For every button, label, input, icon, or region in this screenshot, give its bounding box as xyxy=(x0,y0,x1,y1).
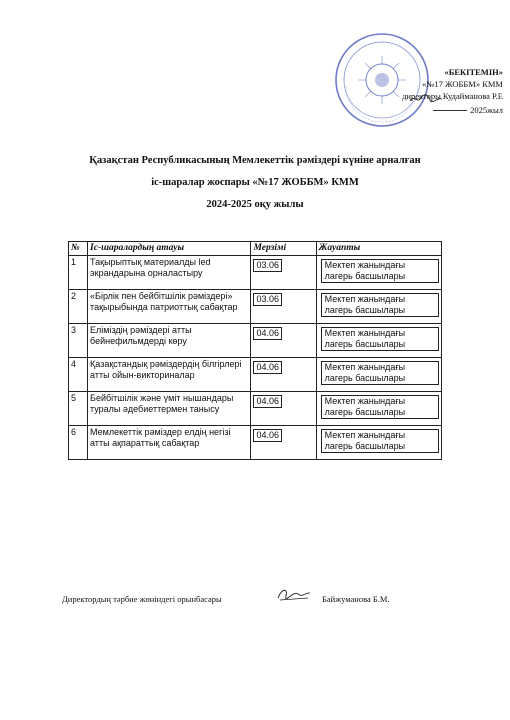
row-date-cell xyxy=(251,426,316,460)
row-date: 04.06 xyxy=(253,327,282,340)
title-line-3: 2024-2025 оқу жылы xyxy=(206,199,304,210)
approval-block xyxy=(388,66,503,116)
row-number: 5 xyxy=(69,392,88,426)
row-date-cell xyxy=(251,358,316,392)
row-responsible: Мектеп жанындағы лагерь басшылары xyxy=(321,395,439,419)
title-line-2: іс-шаралар жоспары «№17 ЖОББМ» КММ xyxy=(151,177,359,188)
row-date-cell xyxy=(251,290,316,324)
deputy-signature xyxy=(274,584,314,604)
table-row xyxy=(69,358,442,392)
row-date: 04.06 xyxy=(253,395,282,408)
row-event-name: Мемлекеттік рәміздер елдің негізі атты ақпараттық сабақтар xyxy=(88,426,251,460)
row-responsible-cell xyxy=(316,324,441,358)
row-date-cell xyxy=(251,392,316,426)
date-blank-line xyxy=(433,110,467,111)
row-responsible-cell xyxy=(316,426,441,460)
row-event-name: Бейбітшілік және үміт нышандары туралы әдебиеттермен танысу xyxy=(88,392,251,426)
table-row xyxy=(69,290,442,324)
approval-org: «№17 ЖОББМ» КММ xyxy=(421,79,503,89)
row-date: 03.06 xyxy=(253,259,282,272)
header-responsible: Жауапты xyxy=(316,242,441,256)
row-responsible: Мектеп жанындағы лагерь басшылары xyxy=(321,259,439,283)
approval-title: «БЕКІТЕМІН» xyxy=(444,67,503,77)
row-event-name: «Бірлік пен бейбітшілік рәміздері» тақырыбында патриоттық сабақтар xyxy=(88,290,251,324)
row-responsible-cell xyxy=(316,392,441,426)
header-date: Мерзімі xyxy=(251,242,316,256)
row-date-cell xyxy=(251,256,316,290)
row-responsible-cell xyxy=(316,358,441,392)
row-event-name: Қазақстандық рәміздердің білгірлері атты ойын-викториналар xyxy=(88,358,251,392)
table-row xyxy=(69,426,442,460)
approval-date-row xyxy=(388,104,503,116)
table-row xyxy=(69,324,442,358)
row-date-cell xyxy=(251,324,316,358)
row-responsible: Мектеп жанындағы лагерь басшылары xyxy=(321,327,439,351)
row-responsible: Мектеп жанындағы лагерь басшылары xyxy=(321,293,439,317)
row-number: 2 xyxy=(69,290,88,324)
header-event-name: Іс-шаралардың атауы xyxy=(88,242,251,256)
row-responsible: Мектеп жанындағы лагерь басшылары xyxy=(321,429,439,453)
row-date: 04.06 xyxy=(253,429,282,442)
table-row xyxy=(69,392,442,426)
header-number: № xyxy=(69,242,88,256)
director-signature xyxy=(408,92,444,106)
approval-director: директоры Кудайманова Р.Е xyxy=(402,91,503,101)
title-line-1: Қазақстан Республикасының Мемлекеттік рәміздері күніне арналған xyxy=(89,155,421,166)
table-row xyxy=(69,256,442,290)
row-number: 4 xyxy=(69,358,88,392)
row-event-name: Тақырыптық материалды led экрандарына орналастыру xyxy=(88,256,251,290)
row-responsible-cell xyxy=(316,256,441,290)
approval-year: 2025жыл xyxy=(470,105,503,115)
row-date: 04.06 xyxy=(253,361,282,374)
row-date: 03.06 xyxy=(253,293,282,306)
events-plan-table xyxy=(68,241,442,460)
deputy-name: Байжуманова Б.М. xyxy=(322,594,390,604)
row-responsible-cell xyxy=(316,290,441,324)
document-title xyxy=(40,150,470,216)
table-header-row xyxy=(69,242,442,256)
row-responsible: Мектеп жанындағы лагерь басшылары xyxy=(321,361,439,385)
row-number: 3 xyxy=(69,324,88,358)
deputy-position: Директордың тәрбие жөніндегі орынбасары xyxy=(62,594,222,604)
row-event-name: Еліміздің рәміздері атты бейнефильмдерді көру xyxy=(88,324,251,358)
row-number: 6 xyxy=(69,426,88,460)
row-number: 1 xyxy=(69,256,88,290)
